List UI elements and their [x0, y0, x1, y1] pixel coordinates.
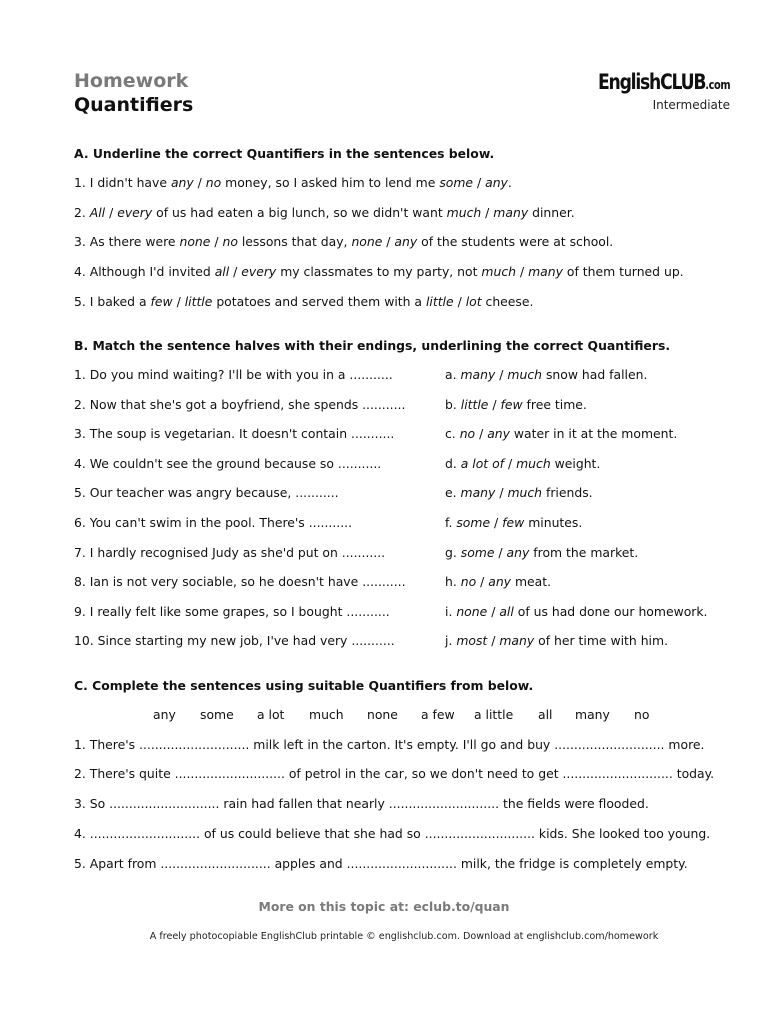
quantifier-option[interactable]: any	[487, 426, 510, 442]
word-bank-item: many	[575, 707, 610, 722]
quantifier-option[interactable]: few	[500, 396, 523, 412]
quantifier-option[interactable]: any	[485, 175, 508, 190]
quantifier-option[interactable]: all	[499, 603, 514, 619]
quantifier-option[interactable]: any	[394, 234, 418, 249]
quantifier-option[interactable]: many	[499, 633, 535, 649]
section-a-heading: A. Underline the correct Quantifiers in the sentences below.	[74, 146, 495, 161]
section-b-ending: e. many / much friends.	[445, 485, 593, 501]
word-bank-item: all	[538, 707, 553, 722]
quantifier-option[interactable]: some	[456, 515, 491, 530]
section-b-sentence-start: 7. I hardly recognised Judy as she'd put on ...........	[74, 544, 386, 560]
quantifier-option[interactable]: any	[488, 574, 512, 590]
quantifier-option[interactable]: most	[456, 633, 488, 649]
logo-wordmark	[598, 70, 730, 97]
englishclub-logo	[569, 70, 730, 112]
section-b-ending: h. no / any meat.	[445, 574, 552, 590]
section-a-sentence: 4. Although I'd invited all / every my classmates to my party, not much / many of them turned up.	[74, 264, 684, 279]
quantifier-option[interactable]: no	[222, 234, 238, 249]
word-bank-item: a lot	[257, 707, 285, 722]
level-label: Intermediate	[652, 98, 730, 112]
section-b-sentence-start: 5. Our teacher was angry because, ...........	[74, 485, 339, 501]
quantifier-option[interactable]: many	[528, 264, 563, 279]
section-b-ending: j. most / many of her time with him.	[445, 633, 669, 649]
section-c-sentence: 1. There's ............................ milk left in the carton. It's empty. I'll go and buy ............................ more.	[74, 737, 705, 752]
quantifier-option[interactable]: much	[516, 455, 551, 471]
section-a-sentence: 2. All / every of us had eaten a big lunch, so we didn't want much / many dinner.	[74, 205, 575, 220]
footer-note: A freely photocopiable EnglishClub printable © englishclub.com. Download at englishclub.com/homework	[149, 931, 659, 942]
section-b-sentence-start: 6. You can't swim in the pool. There's ...........	[74, 515, 353, 530]
quantifier-option[interactable]: none	[351, 234, 383, 249]
section-b-sentence-start: 2. Now that she's got a boyfriend, she spends ...........	[74, 396, 406, 412]
quantifier-option[interactable]: any	[506, 544, 530, 560]
word-bank-item: much	[309, 707, 344, 722]
quantifier-option[interactable]: lot	[465, 294, 482, 309]
logo-suffix: .com	[705, 78, 730, 92]
word-bank-item: any	[153, 707, 176, 722]
section-c-sentence: 4. ............................ of us could believe that she had so ............................ kids. She looked too young.	[74, 826, 711, 841]
quantifier-option[interactable]: little	[425, 294, 454, 309]
word-bank	[0, 707, 768, 725]
section-a-sentence: 3. As there were none / no lessons that day, none / any of the students were at school.	[74, 234, 614, 249]
word-bank-item: a little	[474, 707, 514, 722]
section-c-sentence: 2. There's quite ............................ of petrol in the car, so we don't need to get ............................ today.	[74, 766, 715, 781]
quantifier-option[interactable]: many	[493, 205, 529, 220]
section-b-ending: i. none / all of us had done our homework.	[445, 603, 708, 619]
section-b-sentence-start: 4. We couldn't see the ground because so ...........	[74, 455, 382, 471]
section-b-ending: g. some / any from the market.	[445, 544, 639, 560]
word-bank-item: some	[200, 707, 234, 722]
logo-name: EnglishCLUB	[597, 70, 706, 94]
quantifier-option[interactable]: many	[460, 367, 496, 382]
quantifier-option[interactable]: few	[502, 515, 525, 530]
section-c-sentence: 5. Apart from ............................ apples and ............................ milk, the fridge is completely empty.	[74, 856, 688, 871]
quantifier-option[interactable]: few	[150, 294, 173, 309]
section-b-ending: d. a lot of / much weight.	[445, 455, 601, 471]
quantifier-option[interactable]: any	[170, 175, 194, 190]
quantifier-option[interactable]: a lot of	[460, 455, 505, 471]
section-c-heading: C. Complete the sentences using suitable Quantifiers from below.	[74, 678, 534, 693]
section-b-ending: f. some / few minutes.	[445, 515, 583, 530]
quantifier-option[interactable]: none	[456, 603, 488, 619]
quantifier-option[interactable]: every	[241, 264, 277, 279]
quantifier-option[interactable]: much	[481, 264, 517, 279]
quantifier-option[interactable]: no	[459, 426, 476, 442]
quantifier-option[interactable]: no	[205, 175, 222, 190]
quantifier-option[interactable]: little	[460, 396, 489, 412]
quantifier-option[interactable]: little	[184, 294, 213, 309]
worksheet-kicker: Homework	[74, 70, 189, 92]
quantifier-option[interactable]: none	[179, 234, 211, 249]
quantifier-option[interactable]: no	[460, 574, 477, 590]
word-bank-item: a few	[421, 707, 455, 722]
section-a-sentence: 1. I didn't have any / no money, so I asked him to lend me some / any.	[74, 175, 512, 190]
quantifier-option[interactable]: all	[214, 264, 230, 279]
quantifier-option[interactable]: much	[507, 485, 543, 501]
section-b-sentence-start: 10. Since starting my new job, I've had very ...........	[74, 633, 395, 649]
quantifier-option[interactable]: every	[117, 205, 153, 220]
section-b-sentence-start: 8. Ian is not very sociable, so he doesn't have ...........	[74, 574, 406, 590]
quantifier-option[interactable]: much	[507, 367, 542, 382]
word-bank-item: none	[367, 707, 398, 722]
quantifier-option[interactable]: some	[439, 175, 474, 190]
word-bank-item: no	[634, 707, 650, 722]
more-topic-link[interactable]: More on this topic at: eclub.to/quan	[258, 899, 510, 914]
section-b-sentence-start: 1. Do you mind waiting? I'll be with you in a ...........	[74, 367, 393, 382]
section-b-heading: B. Match the sentence halves with their endings, underlining the correct Quantifiers.	[74, 338, 671, 353]
section-b-ending: b. little / few free time.	[445, 396, 587, 412]
quantifier-option[interactable]: some	[460, 544, 495, 560]
section-c-sentence: 3. So ............................ rain had fallen that nearly ............................ the fields were flooded.	[74, 796, 649, 811]
section-b-sentence-start: 3. The soup is vegetarian. It doesn't contain ...........	[74, 426, 395, 442]
quantifier-option[interactable]: many	[460, 485, 496, 501]
section-b-ending: c. no / any water in it at the moment.	[445, 426, 678, 442]
section-b-ending: a. many / much snow had fallen.	[445, 367, 648, 382]
quantifier-option[interactable]: much	[446, 205, 482, 220]
worksheet-title: Quantifiers	[74, 94, 194, 116]
section-b-sentence-start: 9. I really felt like some grapes, so I bought ...........	[74, 603, 390, 619]
section-a-sentence: 5. I baked a few / little potatoes and served them with a little / lot cheese.	[74, 294, 534, 309]
quantifier-option[interactable]: All	[89, 205, 106, 220]
